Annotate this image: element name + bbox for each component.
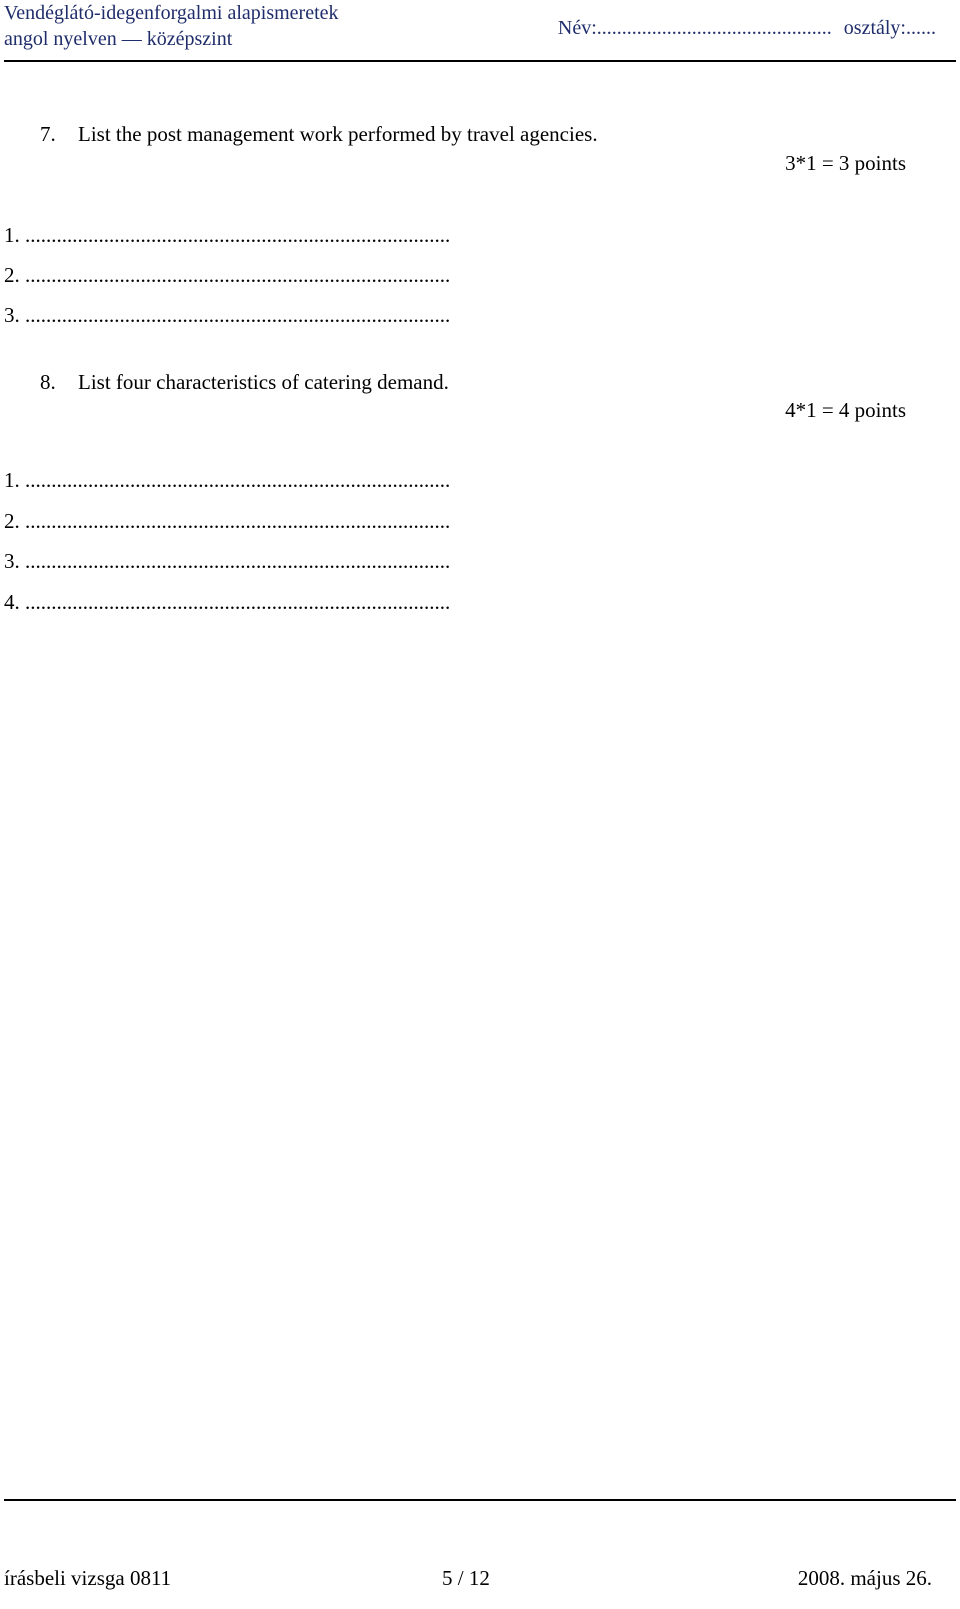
answer-line: 1. .................................................................................: [4, 223, 451, 247]
name-field: Név:...............................................: [557, 17, 832, 39]
exam-subject-line1: Vendéglátó-idegenforgalmi alapismeretek: [4, 2, 339, 24]
question-text: List the post management work performed by travel agencies.: [78, 122, 598, 146]
answer-line: 1. .................................................................................: [4, 468, 451, 492]
question-8-points: 4*1 = 4 points: [785, 398, 906, 422]
page-number: 5 / 12: [442, 1566, 490, 1590]
exam-subject-line2: angol nyelven — középszint: [4, 28, 233, 50]
answer-line: 4. .................................................................................: [4, 590, 451, 614]
question-number: 7.: [40, 122, 56, 146]
question-7-points: 3*1 = 3 points: [785, 151, 906, 175]
answer-line: 2. .................................................................................: [4, 509, 451, 533]
exam-date: 2008. május 26.: [797, 1566, 932, 1590]
footer-exam-code: írásbeli vizsga 0811: [4, 1566, 172, 1590]
footer-divider: [4, 1499, 956, 1501]
question-number: 8.: [40, 370, 56, 394]
exam-subject: [4, 0, 339, 52]
header-divider: [4, 60, 956, 62]
answer-line: 2. .................................................................................: [4, 263, 451, 287]
answer-line: 3. .................................................................................: [4, 549, 451, 573]
class-field: osztály:......: [843, 17, 936, 39]
question-8: [40, 370, 449, 395]
question-text: List four characteristics of catering demand.: [78, 370, 449, 394]
answer-line: 3. .................................................................................: [4, 303, 451, 327]
question-7: [40, 122, 598, 147]
student-fields: [558, 17, 936, 40]
